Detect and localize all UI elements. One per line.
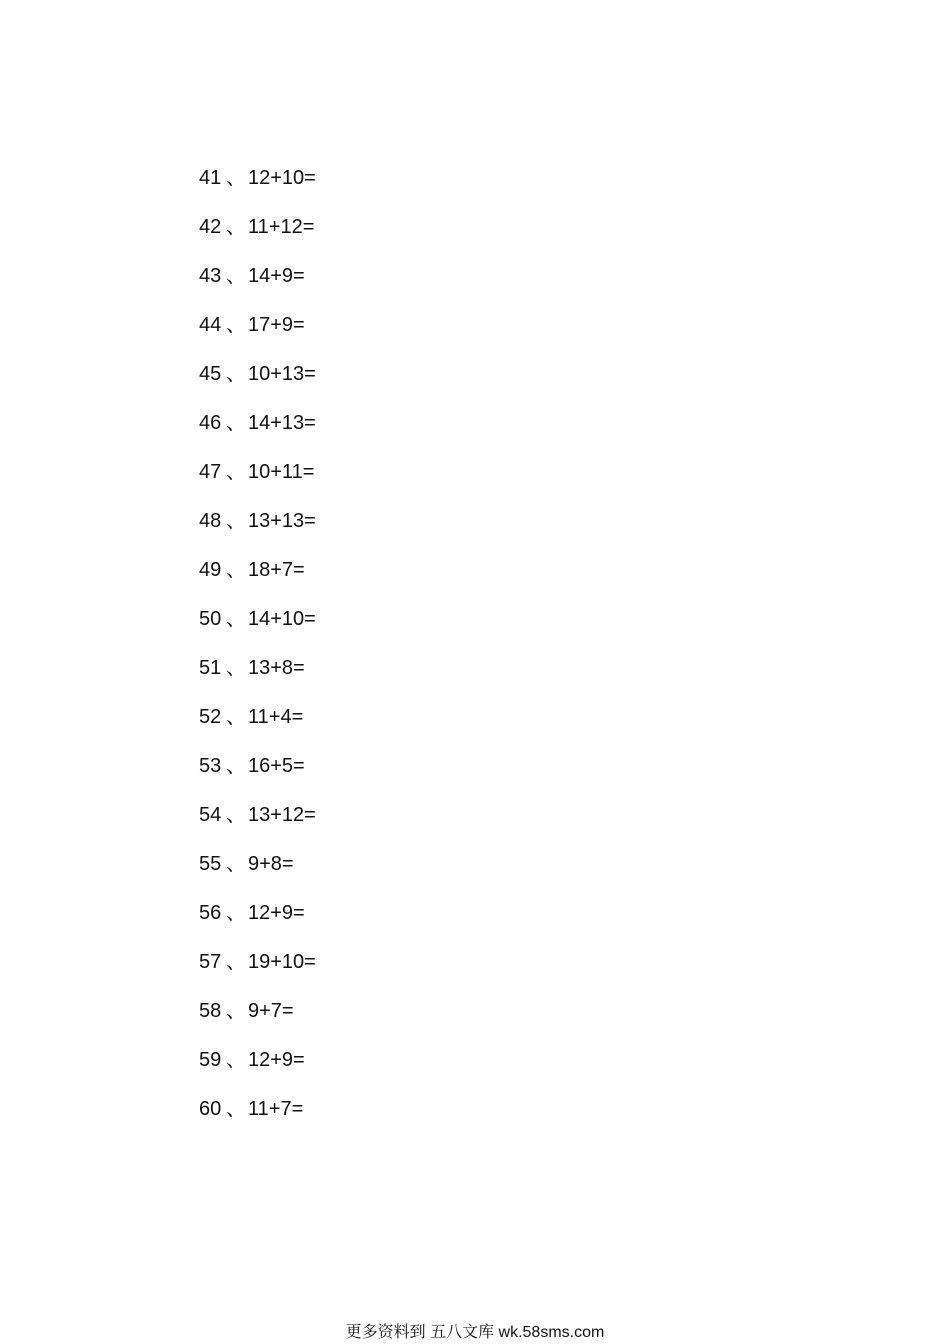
problem-item — [199, 701, 316, 750]
problem-expression: 18+7= — [248, 559, 305, 581]
problem-number: 42 — [199, 216, 222, 238]
problem-expression: 12+9= — [248, 902, 305, 924]
problem-separator: 、 — [226, 804, 246, 826]
problem-number: 54 — [199, 804, 222, 826]
problem-list — [199, 162, 316, 1142]
problem-item — [199, 260, 316, 309]
problem-number: 44 — [199, 314, 222, 336]
problem-expression: 11+7= — [248, 1098, 304, 1120]
problem-separator: 、 — [226, 608, 246, 630]
problem-separator: 、 — [226, 951, 246, 973]
problem-item — [199, 848, 316, 897]
problem-item — [199, 309, 316, 358]
problem-item — [199, 505, 316, 554]
problem-item — [199, 554, 316, 603]
problem-number: 57 — [199, 951, 222, 973]
problem-item — [199, 750, 316, 799]
problem-separator: 、 — [226, 363, 246, 385]
problem-separator: 、 — [226, 853, 246, 875]
problem-item — [199, 1093, 316, 1142]
problem-separator: 、 — [226, 902, 246, 924]
problem-item — [199, 358, 316, 407]
problem-item — [199, 211, 316, 260]
problem-expression: 14+13= — [248, 412, 316, 434]
problem-separator: 、 — [226, 461, 246, 483]
problem-item — [199, 897, 316, 946]
problem-expression: 9+7= — [248, 1000, 294, 1022]
problem-number: 41 — [199, 167, 222, 189]
problem-item — [199, 1044, 316, 1093]
problem-expression: 11+12= — [248, 216, 315, 238]
problem-number: 43 — [199, 265, 222, 287]
problem-separator: 、 — [226, 510, 246, 532]
problem-number: 56 — [199, 902, 222, 924]
problem-separator: 、 — [226, 706, 246, 728]
problem-expression: 13+8= — [248, 657, 305, 679]
problem-number: 53 — [199, 755, 222, 777]
problem-expression: 17+9= — [248, 314, 305, 336]
problem-number: 55 — [199, 853, 222, 875]
problem-number: 46 — [199, 412, 222, 434]
problem-item — [199, 946, 316, 995]
problem-item — [199, 407, 316, 456]
problem-expression: 12+9= — [248, 1049, 305, 1071]
problem-expression: 14+9= — [248, 265, 305, 287]
problem-separator: 、 — [226, 657, 246, 679]
problem-separator: 、 — [226, 265, 246, 287]
problem-separator: 、 — [226, 1000, 246, 1022]
problem-expression: 12+10= — [248, 167, 316, 189]
problem-separator: 、 — [226, 755, 246, 777]
problem-expression: 16+5= — [248, 755, 305, 777]
problem-item — [199, 603, 316, 652]
problem-number: 51 — [199, 657, 222, 679]
problem-expression: 14+10= — [248, 608, 316, 630]
problem-separator: 、 — [226, 1098, 246, 1120]
problem-separator: 、 — [226, 314, 246, 336]
problem-number: 52 — [199, 706, 222, 728]
problem-item — [199, 162, 316, 211]
problem-separator: 、 — [226, 216, 246, 238]
problem-item — [199, 799, 316, 848]
problem-expression: 9+8= — [248, 853, 294, 875]
problem-separator: 、 — [226, 167, 246, 189]
problem-item — [199, 995, 316, 1044]
problem-expression: 13+12= — [248, 804, 316, 826]
problem-number: 60 — [199, 1098, 222, 1120]
problem-separator: 、 — [226, 559, 246, 581]
problem-expression: 10+11= — [248, 461, 315, 483]
problem-number: 58 — [199, 1000, 222, 1022]
problem-separator: 、 — [226, 1049, 246, 1071]
problem-number: 45 — [199, 363, 222, 385]
problem-number: 59 — [199, 1049, 222, 1071]
problem-number: 47 — [199, 461, 222, 483]
problem-expression: 13+13= — [248, 510, 316, 532]
footer-watermark: 更多资料到 五八文库 wk.58sms.com — [345, 1324, 605, 1341]
problem-expression: 10+13= — [248, 363, 316, 385]
problem-number: 48 — [199, 510, 222, 532]
problem-number: 50 — [199, 608, 222, 630]
problem-expression: 11+4= — [248, 706, 304, 728]
problem-item — [199, 652, 316, 701]
problem-separator: 、 — [226, 412, 246, 434]
problem-number: 49 — [199, 559, 222, 581]
problem-item — [199, 456, 316, 505]
problem-expression: 19+10= — [248, 951, 316, 973]
